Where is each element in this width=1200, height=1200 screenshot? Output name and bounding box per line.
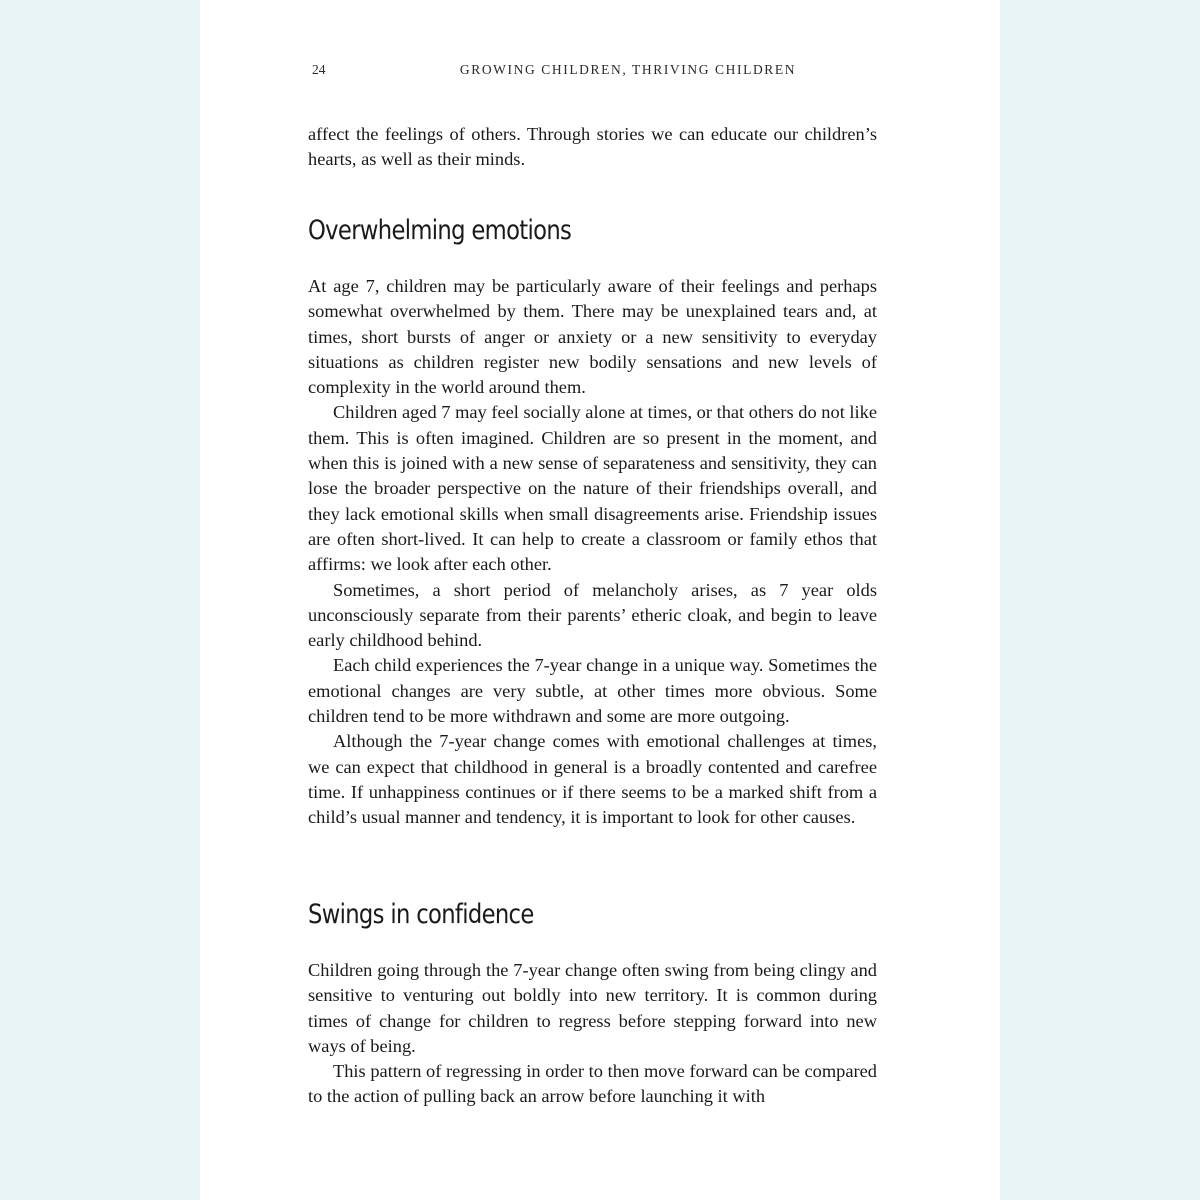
paragraph: Sometimes, a short period of melancholy arises, as 7 year olds unconsciously separate from their parents’ etheric cloak, and begin to leave early childhood behind. xyxy=(308,579,877,651)
book-page xyxy=(200,0,1000,1200)
paragraph: Although the 7-year change comes with emotional challenges at times, we can expect that childhood in general is a broadly contented and carefree time. If unhappiness continues or if there seems to be a marked shift from a child’s usual manner and tendency, it is important to look for other causes. xyxy=(308,731,877,828)
section-heading-swings-in-confidence: Swings in confidence xyxy=(308,899,534,930)
paragraph: At age 7, children may be particularly aware of their feelings and perhaps somewhat overwhelmed by them. There may be unexplained tears and, at times, short bursts of anger or anxiety or a new sensitivity to everyday situations as children register new bodily sensations and new levels of complexity in the world around them. xyxy=(308,276,877,398)
page-number: 24 xyxy=(312,62,326,77)
intro-text xyxy=(308,122,877,173)
running-title: GROWING CHILDREN, THRIVING CHILDREN xyxy=(459,62,797,77)
paragraph: Children aged 7 may feel socially alone at times, or that others do not like them. This is often imagined. Children are so present in the moment, and when this is joined with a new sense of separateness and sensitivity, they can lose the broader perspective on the nature of their friendships overall, and they lack emotional skills when small disagreements arise. Friendship issues are often short-lived. It can help to create a classroom or family ethos that affirms: we look after each other. xyxy=(308,402,877,575)
section-body-swings-in-confidence xyxy=(308,958,877,1110)
section-body-overwhelming-emotions xyxy=(308,274,877,831)
paragraph: Children going through the 7-year change often swing from being clingy and sensitive to venturing out boldly into new territory. It is common during times of change for children to regress before stepping forward into new ways of being. xyxy=(308,960,877,1056)
running-head xyxy=(308,62,878,80)
paragraph: affect the feelings of others. Through stories we can educate our children’s hearts, as well as their minds. xyxy=(308,124,877,170)
paragraph: This pattern of regressing in order to then move forward can be compared to the action of pulling back an arrow before launching it with xyxy=(308,1061,877,1107)
section-heading-overwhelming-emotions: Overwhelming emotions xyxy=(308,215,572,246)
paragraph: Each child experiences the 7-year change in a unique way. Sometimes the emotional changes are very subtle, at other times more obvious. Some children tend to be more withdrawn and some are more outgoing. xyxy=(308,655,877,727)
